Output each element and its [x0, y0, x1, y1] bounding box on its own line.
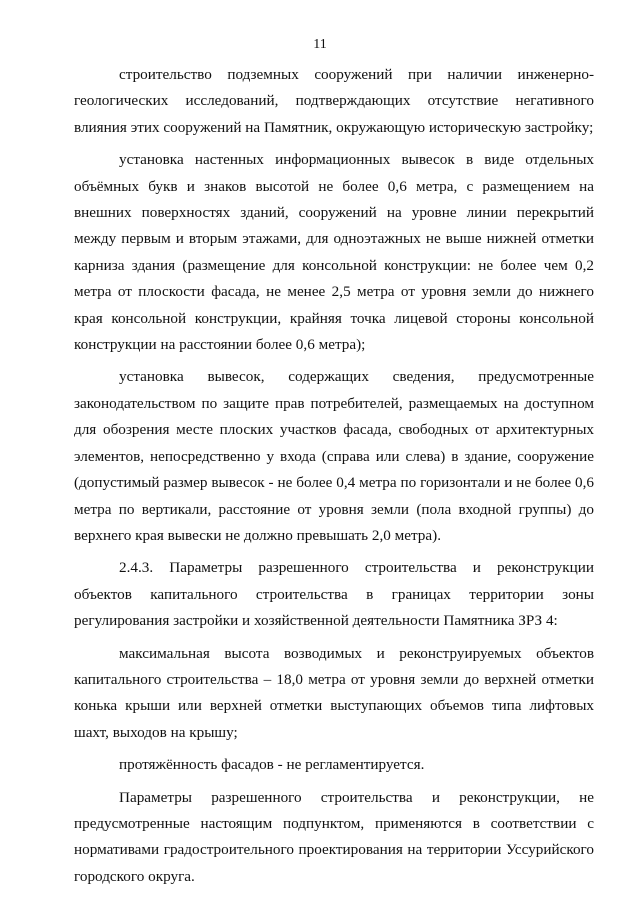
- paragraph-max-height: максимальная высота возводимых и реконструируемых объектов капитального строительства – 18,0 метра от уровня земли до верхней отметки конька крыши или верхней отметки выступающих объемов типа лифтовых шахт, выходов на крышу;: [74, 644, 594, 741]
- page-number: 11: [313, 37, 327, 52]
- paragraph-other-parameters: Параметры разрешенного строительства и реконструкции, не предусмотренные настоящим подпунктом, применяются в соответствии с нормативами градостроительного проектирования на территории Уссурийского городского округа.: [74, 788, 594, 885]
- paragraph-facade-length: протяжённость фасадов - не регламентируется.: [119, 756, 425, 774]
- paragraph-underground-construction: строительство подземных сооружений при наличии инженерно-геологических исследований, подтверждающих отсутствие негативного влияния этих сооружений на Памятник, окружающую историческую застройку;: [74, 66, 594, 136]
- paragraph-consumer-info-signs: установка вывесок, содержащих сведения, предусмотренные законодательством по защите прав потребителей, размещаемых на доступном для обозрения месте плоских участков фасада, свободных от архитектурных элементов, непосредственно у входа (справа или слева) в здание, сооружение (допустимый размер вывесок - не более 0,4 метра по горизонтали и не более 0,6 метра по вертикали, расстояние от уровня земли (пола входной группы) до верхнего края вывески не должно превышать 2,0 метра).: [74, 368, 594, 544]
- paragraph-wall-signs: установка настенных информационных вывесок в виде отдельных объёмных букв и знаков высотой не более 0,6 метра, с размещением на внешних поверхностях зданий, сооружений на уровне линии перекрытий между первым и вторым этажами, для одноэтажных не выше нижней отметки карниза здания (размещение для консольной конструкции: не более чем 0,2 метра от плоскости фасада, не менее 2,5 метра от уровня земли до нижнего края консольной конструкции, крайняя точка лицевой стороны консольной конструкции на расстоянии более 0,6 метра);: [74, 151, 594, 354]
- paragraph-section-2-4-3: 2.4.3. Параметры разрешенного строительства и реконструкции объектов капитального строительства в границах территории зоны регулирования застройки и хозяйственной деятельности Памятника ЗРЗ 4:: [74, 559, 594, 630]
- document-body: [74, 62, 594, 890]
